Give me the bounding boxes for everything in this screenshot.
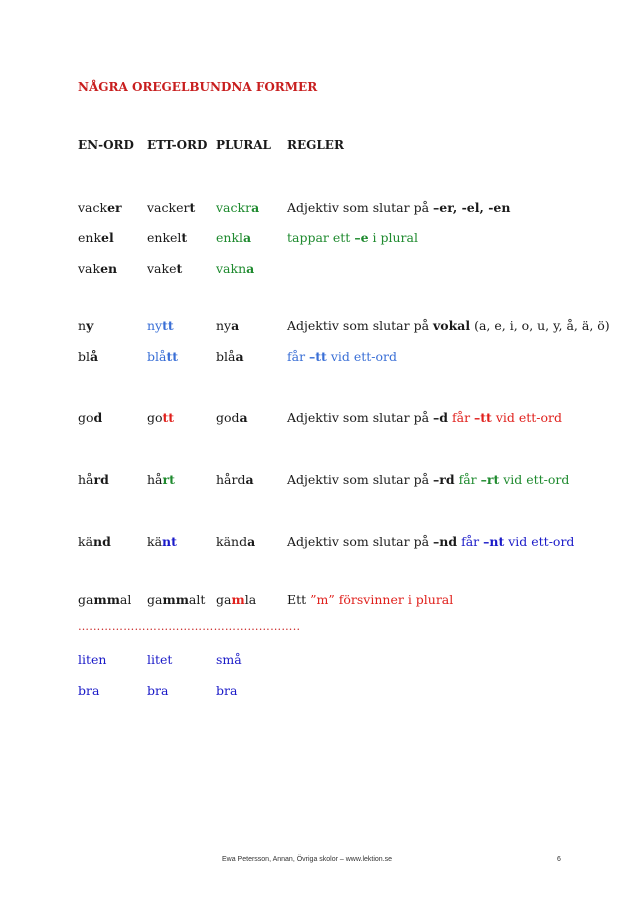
- cell-text-segment: –rt: [480, 472, 500, 487]
- cell-plural: [216, 534, 255, 549]
- cell-ett-ord: [147, 410, 174, 425]
- cell-ett-ord: [147, 652, 172, 667]
- cell-text-segment: vake: [147, 261, 177, 276]
- cell-text-segment: ny: [216, 318, 232, 333]
- cell-text-segment: a: [245, 472, 254, 487]
- cell-ett-ord: [147, 472, 175, 487]
- cell-text-segment: enk: [78, 230, 102, 245]
- cell-text-segment: får: [287, 349, 310, 364]
- cell-text-segment: go: [147, 410, 163, 425]
- header-plural: PLURAL: [216, 138, 271, 152]
- cell-text-segment: Adjektiv som slutar på: [287, 200, 434, 215]
- cell-plural: [216, 318, 239, 333]
- cell-text-segment: m: [231, 592, 245, 607]
- cell-text-segment: blå: [216, 349, 236, 364]
- cell-text-segment: ny: [147, 318, 163, 333]
- cell-plural: [216, 410, 248, 425]
- cell-text-segment: kä: [147, 534, 163, 549]
- cell-text-segment: t: [176, 261, 183, 276]
- cell-text-segment: go: [78, 410, 94, 425]
- cell-regel: [287, 200, 510, 215]
- cell-text-segment: nd: [93, 534, 111, 549]
- cell-text-segment: Adjektiv som slutar på: [287, 534, 434, 549]
- cell-text-segment: Adjektiv som slutar på: [287, 472, 434, 487]
- cell-text-segment: känd: [216, 534, 248, 549]
- cell-en-ord: [78, 592, 131, 607]
- cell-text-segment: Adjektiv som slutar på: [287, 410, 434, 425]
- cell-plural: [216, 261, 254, 276]
- cell-text-segment: hå: [147, 472, 163, 487]
- cell-text-segment: nt: [162, 534, 177, 549]
- cell-en-ord: [78, 230, 114, 245]
- cell-plural: [216, 230, 251, 245]
- cell-text-segment: god: [216, 410, 240, 425]
- cell-text-segment: rt: [162, 472, 175, 487]
- cell-text-segment: enkl: [216, 230, 244, 245]
- cell-ett-ord: [147, 534, 177, 549]
- cell-text-segment: rd: [93, 472, 109, 487]
- cell-plural: [216, 652, 242, 667]
- cell-text-segment: liten: [78, 652, 107, 667]
- cell-text-segment: –d: [433, 410, 449, 425]
- cell-regel: [287, 349, 397, 364]
- cell-text-segment: (a, e, i, o, u, y, å, ä, ö): [470, 318, 610, 333]
- cell-en-ord: [78, 318, 93, 333]
- cell-text-segment: tt: [162, 318, 174, 333]
- cell-text-segment: a: [235, 349, 244, 364]
- cell-regel: [287, 534, 574, 549]
- cell-text-segment: la: [244, 592, 257, 607]
- cell-text-segment: vak: [78, 261, 101, 276]
- page-number: 6: [557, 856, 561, 863]
- cell-text-segment: vid ett-ord: [499, 472, 570, 487]
- cell-text-segment: enkel: [147, 230, 182, 245]
- cell-text-segment: kä: [78, 534, 94, 549]
- cell-text-segment: små: [216, 652, 242, 667]
- cell-text-segment: t: [181, 230, 188, 245]
- cell-en-ord: [78, 410, 102, 425]
- cell-regel: [287, 410, 562, 425]
- cell-text-segment: tappar ett: [287, 230, 355, 245]
- cell-text-segment: vack: [78, 200, 108, 215]
- cell-text-segment: a: [251, 200, 260, 215]
- cell-text-segment: i plural: [368, 230, 418, 245]
- cell-text-segment: får: [454, 472, 481, 487]
- cell-plural: [216, 349, 244, 364]
- cell-text-segment: –tt: [474, 410, 492, 425]
- cell-text-segment: a: [239, 410, 248, 425]
- cell-en-ord: [78, 472, 109, 487]
- cell-text-segment: bl: [78, 349, 90, 364]
- cell-text-segment: –e: [354, 230, 369, 245]
- cell-regel: [287, 472, 569, 487]
- cell-ett-ord: [147, 200, 195, 215]
- cell-text-segment: vackr: [216, 200, 252, 215]
- header-ett-ord: ETT-ORD: [147, 138, 208, 152]
- cell-ett-ord: [147, 261, 182, 276]
- footer-text: Ewa Petersson, Annan, Övriga skolor – www.lektion.se: [222, 856, 393, 863]
- cell-text-segment: –er, -el, -en: [433, 200, 511, 215]
- cell-text-segment: Ett: [287, 592, 311, 607]
- cell-text-segment: y: [86, 318, 94, 333]
- cell-ett-ord: [147, 318, 174, 333]
- cell-text-segment: mm: [162, 592, 189, 607]
- separator-line: …………………………………………………..: [78, 620, 301, 633]
- cell-text-segment: ”m” försvinner i plural: [310, 592, 454, 607]
- cell-text-segment: vokal: [433, 318, 471, 333]
- cell-text-segment: er: [107, 200, 122, 215]
- cell-plural: [216, 200, 259, 215]
- cell-text-segment: –nt: [483, 534, 505, 549]
- cell-text-segment: en: [100, 261, 118, 276]
- cell-text-segment: tt: [162, 410, 175, 425]
- cell-en-ord: [78, 652, 106, 667]
- cell-text-segment: ga: [78, 592, 94, 607]
- cell-text-segment: bra: [216, 683, 238, 698]
- header-regler: REGLER: [287, 138, 344, 152]
- cell-text-segment: å: [90, 349, 99, 364]
- cell-text-segment: –nd: [433, 534, 458, 549]
- cell-text-segment: hå: [78, 472, 94, 487]
- cell-text-segment: alt: [188, 592, 206, 607]
- header-en-ord: EN-ORD: [78, 138, 134, 152]
- cell-text-segment: el: [101, 230, 114, 245]
- cell-text-segment: a: [246, 261, 255, 276]
- cell-text-segment: bra: [147, 683, 169, 698]
- cell-text-segment: litet: [147, 652, 173, 667]
- cell-en-ord: [78, 683, 99, 698]
- cell-text-segment: n: [78, 318, 87, 333]
- cell-text-segment: får: [448, 410, 475, 425]
- cell-text-segment: –rd: [433, 472, 455, 487]
- cell-text-segment: a: [231, 318, 240, 333]
- cell-text-segment: hård: [216, 472, 246, 487]
- cell-text-segment: tt: [166, 349, 179, 364]
- cell-ett-ord: [147, 349, 178, 364]
- cell-regel: [287, 318, 610, 333]
- cell-text-segment: al: [119, 592, 132, 607]
- cell-regel: [287, 592, 453, 607]
- page-title: NÅGRA OREGELBUNDNA FORMER: [78, 80, 318, 94]
- cell-text-segment: blå: [147, 349, 167, 364]
- cell-text-segment: t: [189, 200, 196, 215]
- cell-text-segment: mm: [93, 592, 120, 607]
- cell-text-segment: d: [93, 410, 103, 425]
- cell-text-segment: ga: [147, 592, 163, 607]
- cell-ett-ord: [147, 592, 205, 607]
- cell-text-segment: a: [243, 230, 252, 245]
- cell-text-segment: vid ett-ord: [491, 410, 563, 425]
- cell-plural: [216, 683, 237, 698]
- cell-text-segment: a: [247, 534, 256, 549]
- cell-plural: [216, 592, 256, 607]
- cell-en-ord: [78, 200, 122, 215]
- cell-text-segment: vacker: [147, 200, 190, 215]
- cell-text-segment: bra: [78, 683, 100, 698]
- cell-text-segment: vakn: [216, 261, 247, 276]
- cell-en-ord: [78, 534, 111, 549]
- cell-text-segment: vid ett-ord: [504, 534, 575, 549]
- cell-en-ord: [78, 261, 117, 276]
- cell-plural: [216, 472, 254, 487]
- cell-text-segment: får: [457, 534, 484, 549]
- cell-text-segment: vid ett-ord: [326, 349, 398, 364]
- cell-text-segment: ga: [216, 592, 232, 607]
- cell-ett-ord: [147, 683, 168, 698]
- cell-text-segment: –tt: [309, 349, 327, 364]
- cell-en-ord: [78, 349, 98, 364]
- cell-regel: [287, 230, 418, 245]
- cell-text-segment: Adjektiv som slutar på: [287, 318, 434, 333]
- cell-ett-ord: [147, 230, 187, 245]
